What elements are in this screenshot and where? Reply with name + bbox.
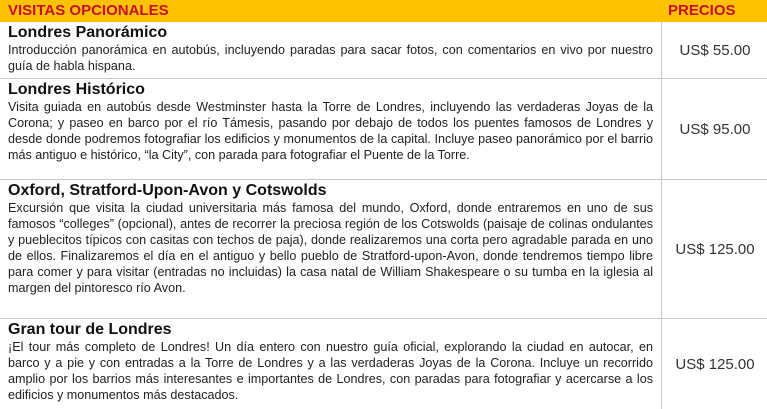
table-row: [0, 79, 767, 180]
tour-title: Oxford, Stratford-Upon-Avon y Cotswolds: [8, 182, 327, 199]
tour-description: Excursión que visita la ciudad universitaria más famosa del mundo, Oxford, donde entraremos en uno de sus famosos “colleges” (opcional), antes de recorrer la preciosa región de los Cotswolds (paisaje de colinas ondulantes y pueblecitos típicos con casitas con techos de paja), donde realizaremos una corta pero agradable parada en uno de ellos. Finalizaremos el día en el antiguo y bello pueblo de Stratford-upon-Avon, donde tendremos tiempo libre para comer y para visitar (entradas no incluidas) la casa natal de William Shakespeare o su tumba en la iglesia al margen del pintoresco río Avon.: [8, 201, 653, 295]
tours-table: [0, 22, 767, 409]
tour-price: US$ 55.00: [661, 22, 767, 78]
tour-description: Introducción panorámica en autobús, incluyendo paradas para sacar fotos, con comentarios en vivo por nuestro guía de habla hispana.: [8, 43, 653, 73]
tour-title: Gran tour de Londres: [8, 321, 172, 338]
table-row: [0, 319, 767, 409]
tour-price: US$ 125.00: [661, 180, 767, 318]
tour-title: Londres Panorámico: [8, 24, 168, 41]
table-header: [0, 0, 767, 22]
table-row: [0, 22, 767, 79]
tour-price: US$ 125.00: [661, 319, 767, 409]
tour-description: ¡El tour más completo de Londres! Un día entero con nuestro guía oficial, explorando la ciudad en autocar, en barco y a pie y con entradas a la Torre de Londres y a las verdaderas Joyas de la Corona. Incluye un recorrido amplio por los barrios más interesantes e importantes de Londres, con paradas para fotografiar y acercarse a los edificios y monumentos más destacados.: [8, 340, 653, 402]
header-precios-label: PRECIOS: [668, 2, 736, 19]
table-row: [0, 180, 767, 319]
tour-description: Visita guiada en autobús desde Westminster hasta la Torre de Londres, incluyendo las verdaderas Joyas de la Corona; y paseo en barco por el río Támesis, pasando por debajo de todos los puentes famosos de Londres y desde donde podremos fotografiar los edificios y monumentos de la capital. Incluye paseo panorámico por el barrio más antiguo e histórico, “la City”, con parada para fotografiar el Puente de la Torre.: [8, 100, 653, 162]
tour-title: Londres Histórico: [8, 81, 145, 98]
header-visitas-label: VISITAS OPCIONALES: [8, 2, 169, 19]
tour-price: US$ 95.00: [661, 79, 767, 179]
